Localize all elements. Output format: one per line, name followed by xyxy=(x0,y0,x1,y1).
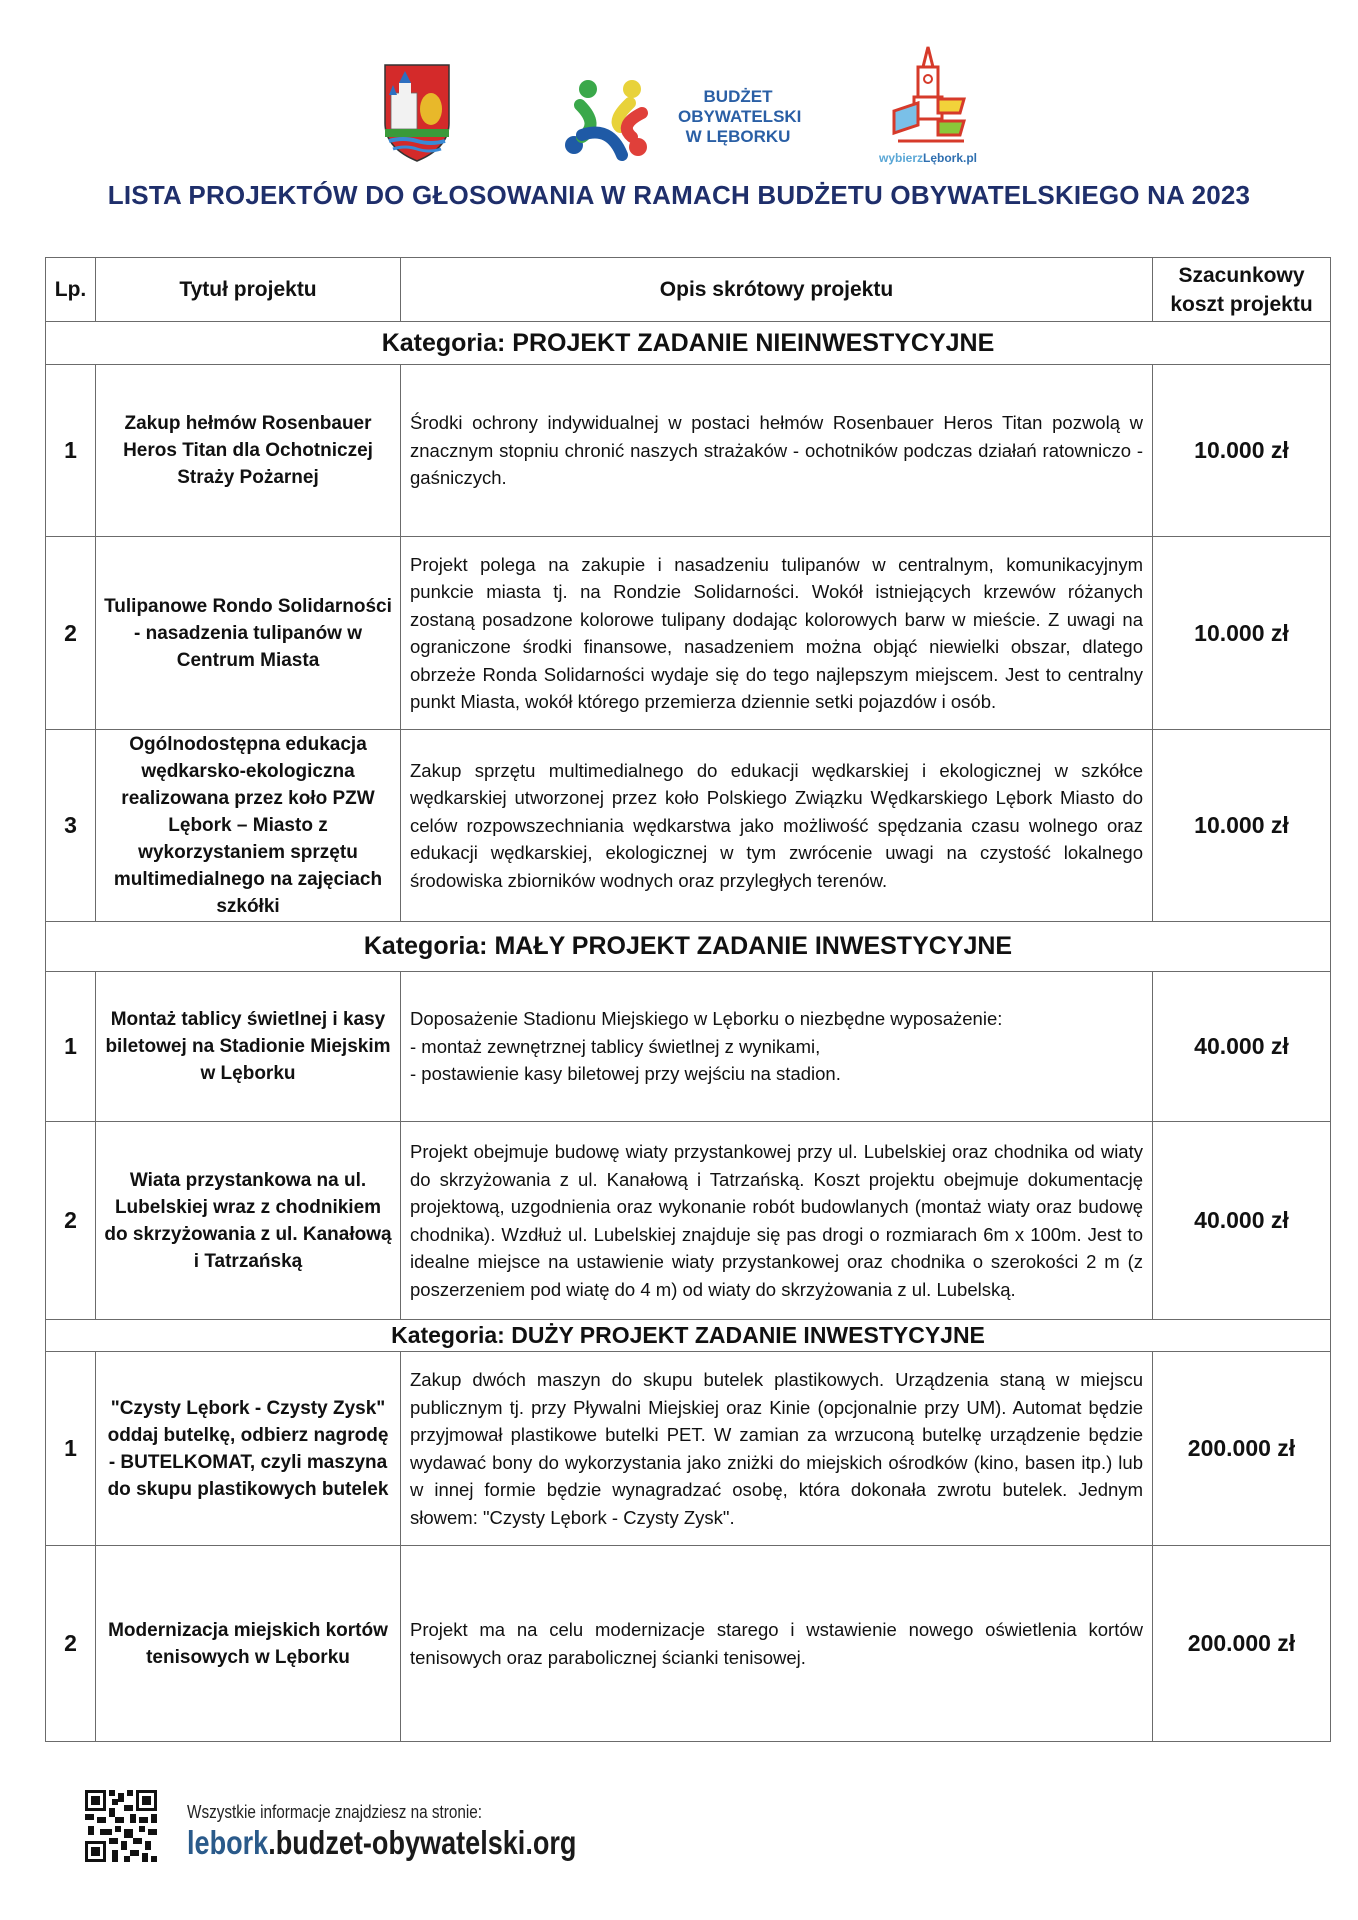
category-label: Kategoria: DUŻY PROJEKT ZADANIE INWESTYCYJNE xyxy=(46,1320,1331,1352)
budget-logo-line-1: BUDŻET xyxy=(703,87,773,106)
row-number: 1 xyxy=(46,972,96,1122)
projects-table xyxy=(45,257,1331,1742)
budget-logo-line-3: W LĘBORKU xyxy=(685,127,791,146)
category-row xyxy=(46,922,1331,972)
website-domain: .budzet-obywatelski.org xyxy=(268,1824,577,1861)
category-label: Kategoria: MAŁY PROJEKT ZADANIE INWESTYCYJNE xyxy=(46,922,1331,972)
people-circle-icon xyxy=(560,75,670,165)
project-cost: 200.000 zł xyxy=(1153,1352,1331,1546)
wybierz-lebork-logo xyxy=(868,45,988,170)
row-number: 2 xyxy=(46,1122,96,1320)
category-row xyxy=(46,322,1331,365)
city-crest-icon xyxy=(383,63,451,163)
project-cost: 10.000 zł xyxy=(1153,365,1331,537)
project-title: Zakup hełmów Rosenbauer Heros Titan dla Ochotniczej Straży Pożarnej xyxy=(96,365,401,537)
row-number: 3 xyxy=(46,730,96,922)
description-line: - postawienie kasy biletowej przy wejściu na stadion. xyxy=(410,1063,841,1085)
category-label: Kategoria: PROJEKT ZADANIE NIEINWESTYCYJNE xyxy=(46,322,1331,365)
project-description xyxy=(401,972,1153,1122)
row-number: 2 xyxy=(46,537,96,730)
project-cost: 10.000 zł xyxy=(1153,537,1331,730)
footer xyxy=(85,1790,685,1870)
row-number: 1 xyxy=(46,365,96,537)
project-description: Projekt obejmuje budowę wiaty przystankowej przy ul. Lubelskiej oraz chodnika od wiaty do skrzyżowania z ul. Kanałową i Tatrzańską. Koszt projektu obejmuje dokumentację projektową, uzgodnienia oraz wykonanie robót budowlanych (montaż wiaty oraz budowę chodnika). Wzdłuż ul. Lubelskiej znajduje się pas drogi o rozmiarach 6m x 100m. Jest to idealne miejsce na ustawienie wiaty przystankowej oraz chodnika o szerokości 2 m (z poszerzeniem pod wiatę do 4 m) od wiaty do skrzyżowania z ul. Lubelską. xyxy=(401,1122,1153,1320)
project-title: Wiata przystankowa na ul. Lubelskiej wraz z chodnikiem do skrzyżowania z ul. Kanałową i Tatrzańską xyxy=(96,1122,401,1320)
table-row xyxy=(46,972,1331,1122)
project-cost: 200.000 zł xyxy=(1153,1546,1331,1742)
table-row xyxy=(46,1352,1331,1546)
qr-code-icon[interactable] xyxy=(85,1790,157,1862)
budzet-obywatelski-logo xyxy=(560,75,800,165)
table-row xyxy=(46,537,1331,730)
table-header-row xyxy=(46,258,1331,322)
logo-bar xyxy=(0,45,1358,175)
website-link[interactable] xyxy=(187,1824,576,1862)
col-header-cost: Szacunkowy koszt projektu xyxy=(1153,258,1331,322)
project-title: Ogólnodostępna edukacja wędkarsko-ekologiczna realizowana przez koło PZW Lębork – Miasto z wykorzystaniem sprzętu multimedialnego na zajęciach szkółki xyxy=(96,730,401,922)
project-title: Montaż tablicy świetlnej i kasy biletowej na Stadionie Miejskim w Lęborku xyxy=(96,972,401,1122)
page-title: LISTA PROJEKTÓW DO GŁOSOWANIA W RAMACH BUDŻETU OBYWATELSKIEGO NA 2023 xyxy=(107,180,1251,210)
project-title: "Czysty Lębork - Czysty Zysk" oddaj butelkę, odbierz nagrodę - BUTELKOMAT, czyli maszyna do skupu plastikowych butelek xyxy=(96,1352,401,1546)
budget-logo-line-2: OBYWATELSKI xyxy=(678,107,802,126)
col-header-lp: Lp. xyxy=(46,258,96,322)
project-cost: 40.000 zł xyxy=(1153,972,1331,1122)
project-description: Środki ochrony indywidualnej w postaci hełmów Rosenbauer Heros Titan pozwolą w znacznym stopniu chronić naszych strażaków - ochotników podczas działań ratowniczo - gaśniczych. xyxy=(401,365,1153,537)
footer-note: Wszystkie informacje znajdziesz na stronie: xyxy=(187,1802,483,1822)
project-title: Modernizacja miejskich kortów tenisowych w Lęborku xyxy=(96,1546,401,1742)
project-description: Zakup dwóch maszyn do skupu butelek plastikowych. Urządzenia staną w miejscu publicznym tj. przy Pływalni Miejskiej oraz Kinie (opcjonalnie przy UM). Automat będzie przyjmował plastikowe butelki PET. W zamian za wrzuconą butelkę urządzenie będzie wydawać bony do wykorzystania jako zniżki do miejskich ośrodków (kino, basen itp.) lub w innej formie będzie wynagradzać osobę, która dokonała zwrotu butelek. Jednym słowem: "Czysty Lębork - Czysty Zysk". xyxy=(401,1352,1153,1546)
table-row xyxy=(46,1122,1331,1320)
project-description: Projekt ma na celu modernizacje starego i wstawienie nowego oświetlenia kortów tenisowych oraz parabolicznej ścianki tenisowej. xyxy=(401,1546,1153,1742)
project-cost: 10.000 zł xyxy=(1153,730,1331,922)
project-description: Projekt polega na zakupie i nasadzeniu tulipanów w centralnym, komunikacyjnym punkcie miasta tj. na Rondzie Solidarności. Wokół istniejących krzewów różanych zostaną posadzone kolorowe tulipany dodając kolorowych barw w mieście. Z uwagi na ograniczone środki finansowe, nasadzeniem można objąć niewielki obszar, dlatego obrzeże Ronda Solidarności wydaje się do tego najlepszym miejscem. Jest to centralny punkt Miasta, wokół którego przemierza dziennie setki pojazdów i osób. xyxy=(401,537,1153,730)
col-header-title: Tytuł projektu xyxy=(96,258,401,322)
wybierz-lebork-text: wybierzLębork.pl xyxy=(878,151,978,165)
budget-logo-text xyxy=(678,87,802,147)
table-row xyxy=(46,365,1331,537)
category-row xyxy=(46,1320,1331,1352)
row-number: 1 xyxy=(46,1352,96,1546)
project-cost: 40.000 zł xyxy=(1153,1122,1331,1320)
table-row xyxy=(46,1546,1331,1742)
col-header-description: Opis skrótowy projektu xyxy=(401,258,1153,322)
town-hall-icon xyxy=(868,45,988,149)
row-number: 2 xyxy=(46,1546,96,1742)
description-line: Doposażenie Stadionu Miejskiego w Lęborku o niezbędne wyposażenie: xyxy=(410,1008,1003,1030)
table-row xyxy=(46,730,1331,922)
website-subdomain: lebork xyxy=(187,1824,269,1861)
project-description: Zakup sprzętu multimedialnego do edukacji wędkarskiej i ekologicznej w szkółce wędkarskiej utworzonej przez koło Polskiego Związku Wędkarskiego Lębork Miasto do celów rozpowszechniania wędkarstwa jako możliwość spędzania czasu wolnego oraz edukacji wędkarskiej, ekologicznej w tym zwrócenie uwagi na czystość lokalnego środowiska zbiorników wodnych oraz przyległych terenów. xyxy=(401,730,1153,922)
description-line: - montaż zewnętrznej tablicy świetlnej z wynikami, xyxy=(410,1035,821,1057)
project-title: Tulipanowe Rondo Solidarności - nasadzenia tulipanów w Centrum Miasta xyxy=(96,537,401,730)
